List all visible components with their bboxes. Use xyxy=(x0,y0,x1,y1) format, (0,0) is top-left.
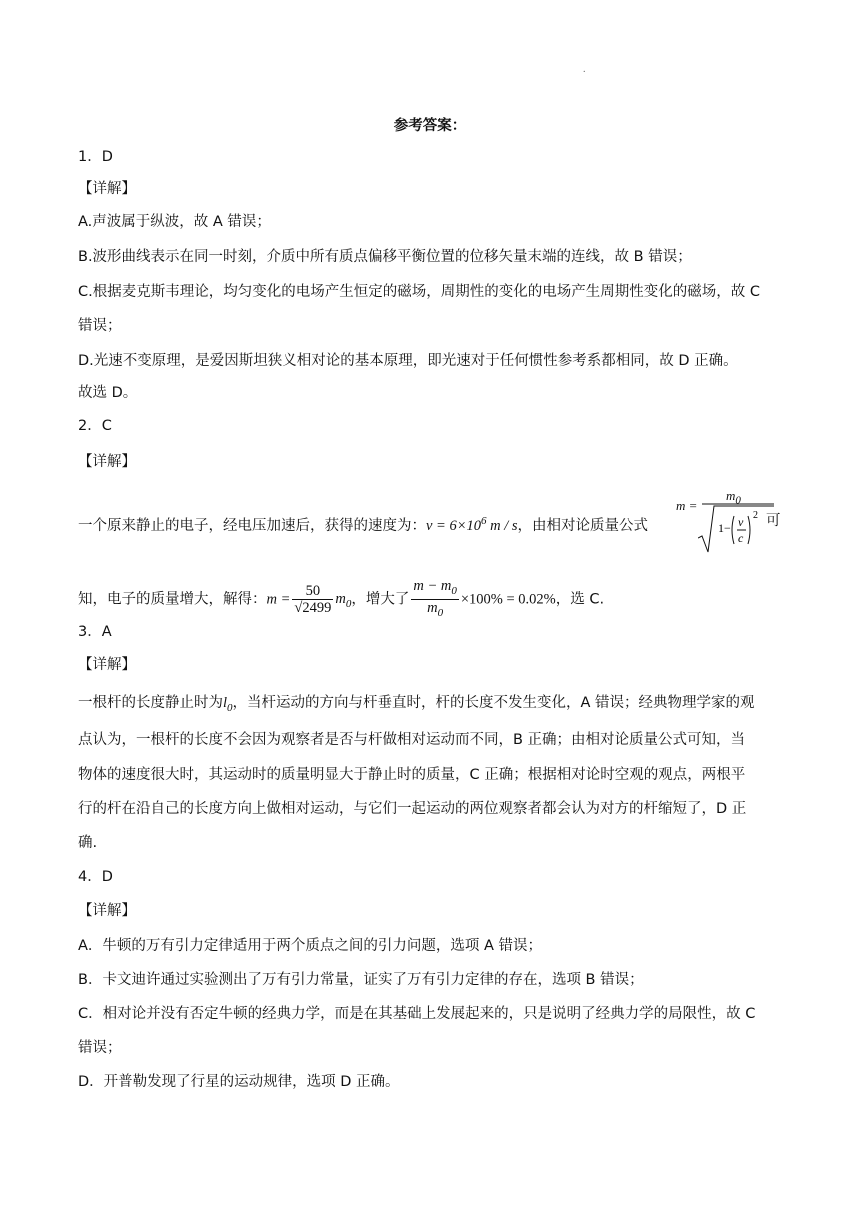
q3-line1: 一根杆的长度静止时为$l_0$，当杆运动的方向与杆垂直时，杆的长度不发生变化，A 错误；经典物理学家的观 xyxy=(78,695,755,714)
q4-option-d: D．开普勒发现了行星的运动规律，选项 D 正确。 xyxy=(78,1074,400,1090)
q2-text-line2: 知，电子的质量增大，解得：m = $\frac{50}{√2499}$ $m_0$，增大了 $\frac{m - m_0}{m_0}$ ×100% = 0.02%，选 C. xyxy=(78,578,605,619)
svg-text:v: v xyxy=(738,515,744,529)
q4-option-c-line1: C．相对论并没有否定牛顿的经典力学，而是在其基础上发展起来的，只是说明了经典力学的局限性，故 C xyxy=(78,1006,756,1022)
q4-option-c-line2: 错误； xyxy=(78,1040,122,1056)
q4-answer: 4．D xyxy=(78,869,113,885)
q1-detail-label: 【详解】 xyxy=(78,181,136,197)
q4-detail-label: 【详解】 xyxy=(78,903,136,919)
q1-option-c-line1: C.根据麦克斯韦理论，均匀变化的电场产生恒定的磁场，周期性的变化的电场产生周期性变化的磁场，故 C xyxy=(78,284,760,300)
page-title: 参考答案： xyxy=(393,118,467,134)
svg-text:2: 2 xyxy=(753,510,758,521)
q3-line2: 点认为，一根杆的长度不会因为观察者是否与杆做相对运动而不同，B 正确；由相对论质量公式可知，当 xyxy=(78,732,746,748)
q1-conclusion: 故选 D。 xyxy=(78,385,138,401)
q3-line4: 行的杆在沿自己的长度方向上做相对运动，与它们一起运动的两位观察者都会认为对方的杆缩短了，D 正 xyxy=(78,801,747,817)
q4-option-a: A．牛顿的万有引力定律适用于两个质点之间的引力问题，选项 A 错误； xyxy=(78,938,543,954)
q2-text1a: 一个原来静止的电子，经电压加速后，获得的速度为： xyxy=(78,517,426,534)
q1-option-c-line2: 错误； xyxy=(78,318,122,334)
q1-option-d: D.光速不变原理，是爱因斯坦狭义相对论的基本原理，即光速对于任何惯性参考系都相同，故 D 正确。 xyxy=(78,353,738,369)
q3-line5: 确. xyxy=(78,835,98,851)
sqrt-sign-icon xyxy=(698,502,776,554)
mass-result-formula: m = xyxy=(266,591,291,608)
q3-answer: 3．A xyxy=(78,624,112,640)
q4-option-b: B．卡文迪许通过实验测出了万有引力常量，证实了万有引力定律的存在，选项 B 错误； xyxy=(78,972,644,988)
q1-option-a: A.声波属于纵波，故 A 错误； xyxy=(78,214,271,230)
q2-detail-label: 【详解】 xyxy=(78,454,136,470)
rest-length-symbol: $l_0$ xyxy=(223,695,233,714)
q2-text-line1 xyxy=(78,512,648,535)
mass-result-fraction: $\frac{50}{√2499}$ xyxy=(294,582,332,616)
svg-text:c: c xyxy=(738,531,744,545)
relativistic-mass-formula: m = $m_0$ 1− v c 2 xyxy=(676,488,776,556)
svg-text:1−: 1− xyxy=(718,521,731,535)
q1-answer: 1．D xyxy=(78,149,113,165)
header-dot: . xyxy=(583,64,586,75)
q2-text1b: ，由相对论质量公式 xyxy=(517,517,649,534)
increase-percent: ×100% = 0.02% xyxy=(460,591,556,608)
q2-answer: 2．C xyxy=(78,418,112,434)
q3-detail-label: 【详解】 xyxy=(78,657,136,673)
velocity-formula: $v = 6\times 10^6$ m / s xyxy=(426,515,518,534)
q1-option-b: B.波形曲线表示在同一时刻，介质中所有质点偏移平衡位置的位移矢量末端的连线，故 B 错误； xyxy=(78,249,692,265)
q3-line3: 物体的速度很大时，其运动时的质量明显大于静止时的质量，C 正确；根据相对论时空观的观点，两根平 xyxy=(78,767,746,783)
q2-text1c: 可 xyxy=(766,513,781,529)
increase-fraction: $\frac{m - m_0}{m_0}$ xyxy=(413,578,457,619)
